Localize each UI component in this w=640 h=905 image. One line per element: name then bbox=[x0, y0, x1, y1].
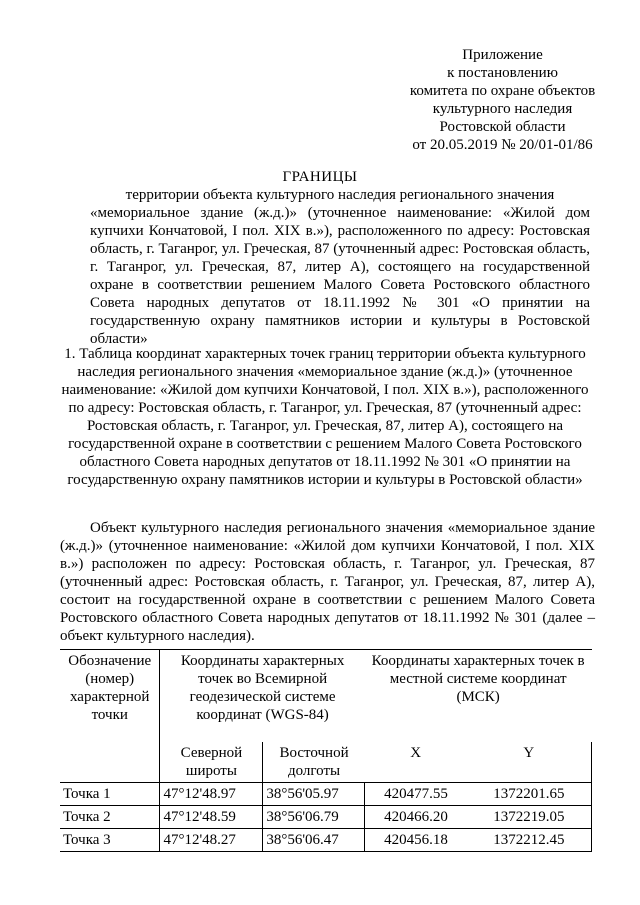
cell-x: 420477.55 bbox=[365, 783, 467, 806]
body-paragraph: Объект культурного наследия регионального значения «мемориальное здание (ж.д.)» (уточненное наименование: «Жилой дом купчихи Кончатовой, I пол. XIX в.») расположен по адресу: Ростовская область, г. Таганрог, ул. Греческая, 87 (уточненный адрес: Ростовская область, г. Таганрог, ул. Греческая, 87, литер А), состоит на государственной охране в соответствии с решением Малого Совета Ростовского областного Совета народных депутатов от 18.11.1992 № 301 (далее – объект культурного наследия). bbox=[60, 520, 595, 644]
cell-y: 1372212.45 bbox=[467, 829, 592, 852]
cell-north: 47°12'48.59 bbox=[160, 806, 263, 829]
cell-east: 38°56'06.79 bbox=[263, 806, 365, 829]
cell-east: 38°56'06.47 bbox=[263, 829, 365, 852]
header-wgs: Координаты характерных точек во Всемирной геодезической системе координат (WGS-84) bbox=[160, 650, 365, 743]
subtitle-rest: «мемориальное здание (ж.д.)» (уточненное наименование: «Жилой дом купчихи Кончатовой, I пол. XIX в.»), расположенного по адресу: Ростовская область, г. Таганрог, ул. Греческая, 87 (уточненный адрес: Ростовская область, г. Таганрог, ул. Греческая, 87, литер А), состоящего на государственной охране в соответствии решением Малого Совета Ростовского областного Совета народных депутатов от 18.11.1992 № 301 «О принятии на государственную охрану памятников истории и культуры в Ростовской области» bbox=[90, 205, 590, 347]
header-east: Восточной долготы bbox=[263, 742, 365, 783]
cell-y: 1372219.05 bbox=[467, 806, 592, 829]
appendix-block bbox=[390, 46, 615, 154]
section-heading: 1. Таблица координат характерных точек границ территории объекта культурного наследия регионального значения «мемориальное здание (ж.д.)» (уточненное наименование: «Жилой дом купчихи Кончатовой, I пол. XIX в.»), расположенного по адресу: Ростовская область, г. Таганрог, ул. Греческая, 87 (уточненный адрес: Ростовская область, г. Таганрог, ул. Греческая, 87, литер А), состоящего на государственной охране в соответствии с решением Малого Совета Ростовского областного Совета народных депутатов от 18.11.1992 № 301 «О принятии на государственную охрану памятников истории и культуры в Ростовской области» bbox=[61, 346, 589, 488]
appendix-line: Приложение bbox=[462, 47, 543, 63]
cell-point: Точка 1 bbox=[60, 783, 160, 806]
header-empty bbox=[60, 742, 160, 783]
table-row bbox=[60, 829, 592, 852]
document-title: ГРАНИЦЫ bbox=[282, 169, 358, 185]
header-msk: Координаты характерных точек в местной системе координат (МСК) bbox=[365, 650, 592, 743]
table-row bbox=[60, 783, 592, 806]
cell-y: 1372201.65 bbox=[467, 783, 592, 806]
coordinates-table bbox=[60, 649, 592, 852]
document-subtitle bbox=[90, 186, 590, 348]
appendix-line: к постановлению bbox=[447, 65, 558, 81]
cell-x: 420456.18 bbox=[365, 829, 467, 852]
appendix-line: комитета по охране объектов bbox=[409, 83, 596, 99]
header-north: Северной широты bbox=[180, 745, 243, 779]
subtitle-first-line: территории объекта культурного наследия регионального значения bbox=[125, 187, 555, 203]
cell-x: 420466.20 bbox=[365, 806, 467, 829]
header-designation: Обозначение (номер) характерной точки bbox=[60, 650, 160, 743]
cell-north: 47°12'48.27 bbox=[160, 829, 263, 852]
cell-point: Точка 3 bbox=[60, 829, 160, 852]
appendix-line: культурного наследия bbox=[432, 101, 573, 117]
header-y: Y bbox=[467, 742, 592, 783]
cell-north: 47°12'48.97 bbox=[160, 783, 263, 806]
appendix-line: Ростовской области bbox=[439, 119, 566, 135]
cell-point: Точка 2 bbox=[60, 806, 160, 829]
header-x: X bbox=[410, 745, 422, 761]
cell-east: 38°56'05.97 bbox=[263, 783, 365, 806]
appendix-date: от 20.05.2019 № 20/01-01/86 bbox=[412, 137, 593, 153]
table-row bbox=[60, 806, 592, 829]
